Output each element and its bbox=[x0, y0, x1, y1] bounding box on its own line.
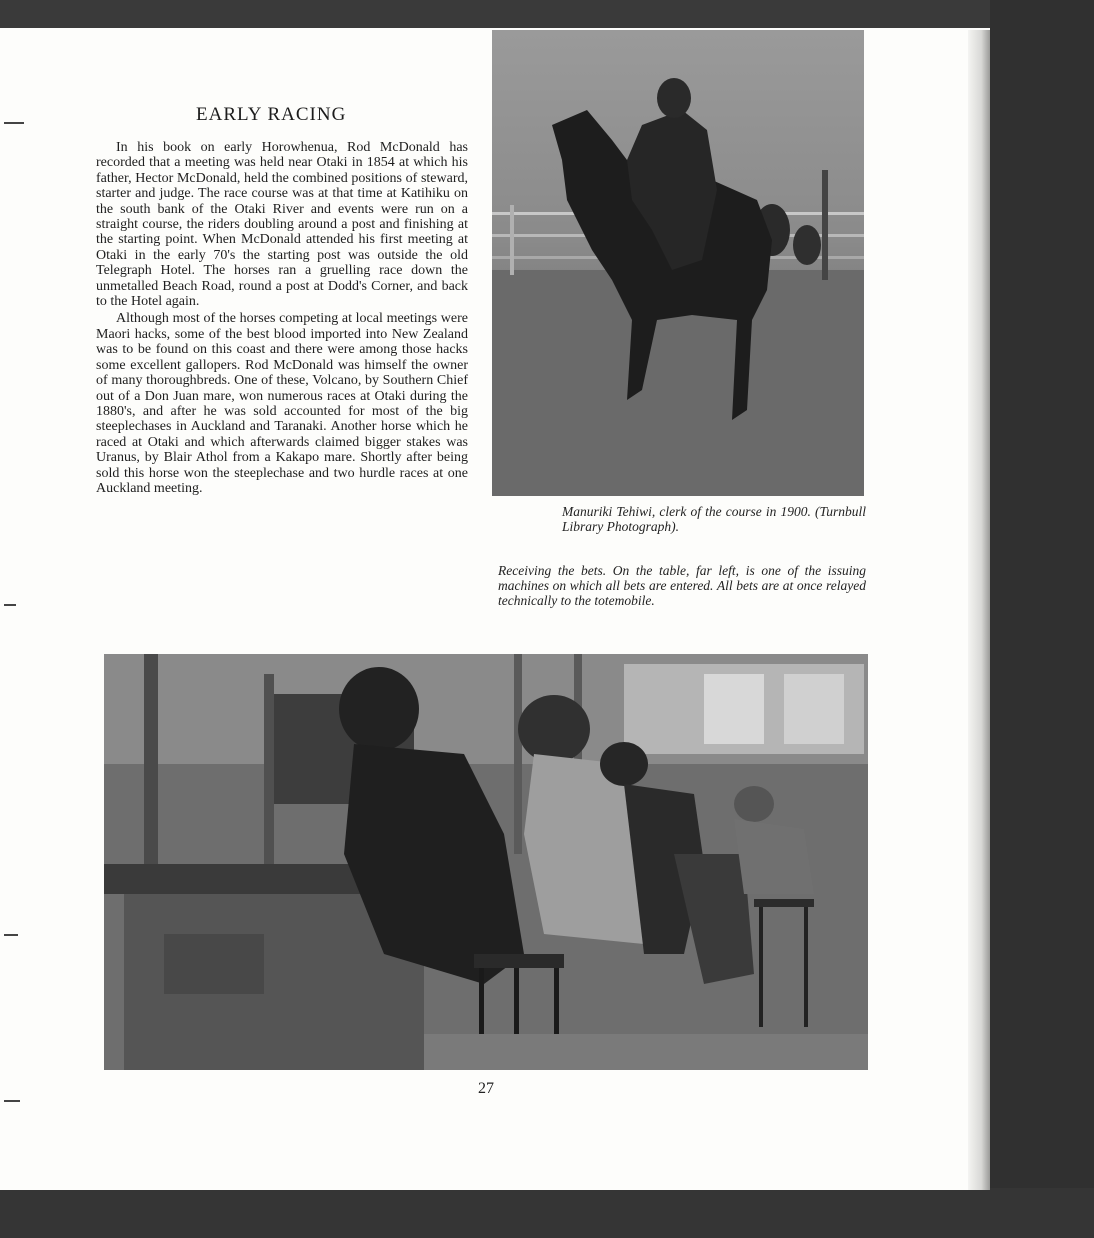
scan-border-right bbox=[990, 0, 1094, 1238]
article-body bbox=[96, 140, 468, 498]
margin-mark bbox=[4, 604, 16, 606]
horse-rider-photo bbox=[492, 30, 864, 496]
article-paragraph-1: In his book on early Horowhenua, Rod McDonald has recorded that a meeting was held near Otaki in 1854 at which his father, Hector McDonald, held the combined positions of steward, starter and judge. The race course was at that time at Katihiku on the south bank of the Otaki River and events were run on a straight course, the riders doubling around a post and finishing at the starting point. When McDonald attended his first meeting at Otaki in the early 70's the starting post was outside the old Telegraph Hotel. The horses ran a gruelling race down the unmetalled Beach Road, round a post at Dodd's Corner, and back to the Hotel again. bbox=[96, 140, 468, 310]
article-title: EARLY RACING bbox=[196, 104, 347, 125]
scan-border-top bbox=[0, 0, 1094, 30]
margin-mark bbox=[4, 934, 18, 936]
betting-photo-caption: Receiving the bets. On the table, far left, is one of the issuing machines on which all bets are entered. All bets are at once relayed technically to the totemobile. bbox=[498, 563, 866, 608]
page-edge-shadow bbox=[968, 30, 990, 1190]
page-number: 27 bbox=[478, 1080, 494, 1097]
margin-mark bbox=[4, 1100, 20, 1102]
horse-photo-caption: Manuriki Tehiwi, clerk of the course in 1900. (Turnbull Library Photograph). bbox=[562, 504, 866, 534]
article-paragraph-2: Although most of the horses competing at local meetings were Maori hacks, some of the best blood imported into New Zealand was to be found on this coast and there were among those hacks some excellent gallopers. Rod McDonald was himself the owner of many thoroughbreds. One of these, Volcano, by Southern Chief out of a Don Juan mare, won numerous races at Otaki during the 1880's, and after he was sold accounted for most of the big steeplechases in Auckland and Taranaki. Another horse which he raced at Otaki and which afterwards claimed bigger stakes was Uranus, by Blair Athol from a Kakapo mare. Shortly after being sold this horse won the steeplechase and two hurdle races at one Auckland meeting. bbox=[96, 311, 468, 496]
betting-room-photo bbox=[104, 654, 868, 1070]
scan-border-bottom bbox=[0, 1188, 1094, 1238]
margin-mark bbox=[4, 122, 24, 124]
